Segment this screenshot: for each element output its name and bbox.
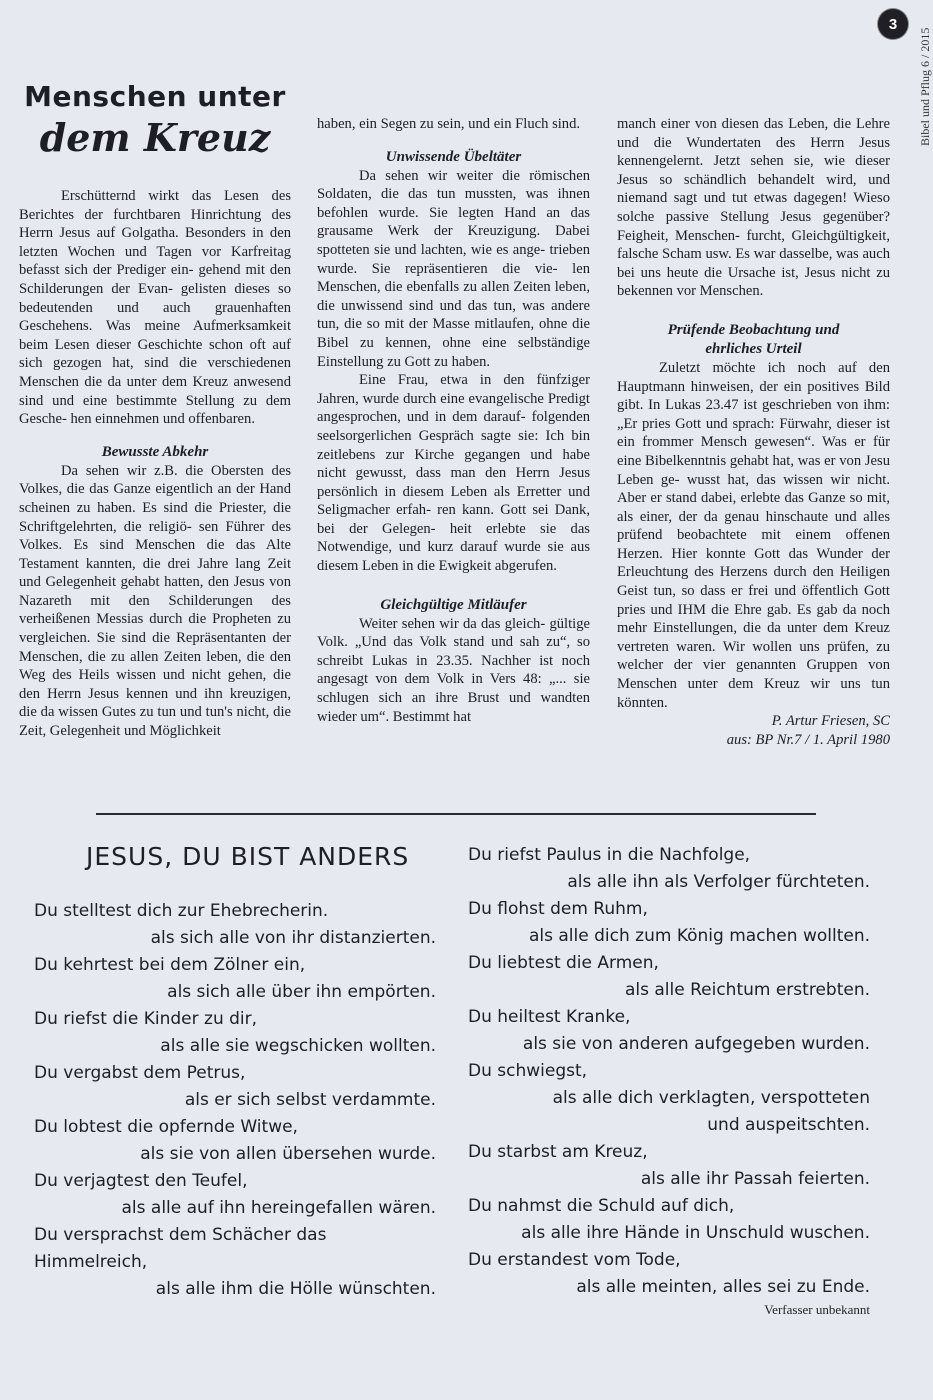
article-paragraph: Eine Frau, etwa in den fünfziger Jahren, wurde durch eine evangelische Predigt angesprochen, und in dem darauf- folgenden seelsorgerlichen Gespräch sagte sie: Ich bin zeitlebens zur Kirche gegangen und habe nicht gewusst, dass man den Herrn Jesus persönlich in diesem Leben als Erretter und Seligmacher erfah- ren kann. Gott sei Dank, bei der Gelegen- heit erlebte sie das Notwendige, und kurz darauf wurde sie aus diesem Leben in die Ewigkeit abgerufen. [317, 372, 590, 575]
poem-line: Du riefst die Kinder zu dir, [34, 1009, 258, 1029]
publication-side-label: Bibel und Pflug 6 / 2015 [918, 27, 932, 146]
poem-left-column [34, 898, 436, 1303]
section-heading-line2: ehrliches Urteil [705, 340, 802, 357]
article-intro-paragraph: Erschütternd wirkt das Lesen des Berichtes der furchtbaren Hinrichtung des Herrn Jesus auf Golgatha. Besonders in den letzten Wochen und Tagen vor Karfreitag befasst sich der Prediger ein- gehend mit den Schilderungen der Evan- gelisten dieses so bedeutenden und auch grauenhaften Geschehens. Was meine Aufmerksamkeit beim Lesen dieser Geschichte schon oft auf sich gezogen hat, sind die verschiedenen Menschen die da unter dem Kreuz anwesend sind und eine bestimmte Stellung zu dem Gesche- hen einnehmen und offenbaren. [19, 188, 291, 428]
poem-line: als alle ihm die Hölle wünschten. [155, 1279, 436, 1299]
section-heading: Bewusste Abkehr [101, 443, 209, 460]
article-paragraph: Da sehen wir z.B. die Obersten des Volkes, die das Ganze eigentlich an der Hand scheinen zu haben. Es sind die Priester, die Schriftgelehrten, die religiö- sen Führer des Volkes. Es sind Menschen die das Alte Testament kannten, die drei Jahre lang Zeit und Gelegenheit gehabt hatten, den Jesus von Nazareth mit den Schilderungen des verheißenen Messias durch die Propheten zu vergleichen. Sie sind die Repräsentanten der Menschen, die zu allen Zeiten leben, die den Weg des Heils wissen und nicht gehen, die den Herrn Jesus kennen und ihn kreuzigen, die da wissen Gutes zu tun und tun's nicht, die Zeit, Gelegenheit und Möglichkeit [19, 462, 291, 740]
poem-line: Du schwiegst, [468, 1061, 588, 1081]
article-paragraph: manch einer von diesen das Leben, die Lehre und die Wundertaten des Herrn Jesus kennengelernt. Jetzt sehen sie, wie dieser Jesus so schändlich behandelt wird, und niemand sagt und tut etwas dagegen! Wieso solche passive Stellung Jesus gegenüber? Feigheit, Menschen- furcht, Gleichgültigkeit, falsche Scham usw. Es war dasselbe, was auch bei uns heute die Ursache ist, Jesus nicht zu bekennen vor Menschen. [617, 116, 890, 300]
poem-line: als alle ihr Passah feierten. [640, 1169, 870, 1189]
article-paragraph: Da sehen wir weiter die römischen Soldaten, die das tun mussten, was ihnen befohlen wurde. Sie legten Hand an das grausame Werk der Kreuzigung. Dabei spotteten sie und lachten, wie es ange- trieben wurde. Sie repräsentieren die vie- len Menschen, die ebenfalls zu allen Zeiten leben, die unwissend sind und das tun, was andere tun, die so mit der Masse mitlaufen, ohne die Bibel zu kennen, ohne eine selbständige Einstellung zu Gott zu haben. [317, 167, 590, 370]
poem-line: als sie von allen übersehen wurde. [140, 1144, 436, 1164]
article-title-line1: Menschen unter [24, 80, 286, 113]
poem-line: als alle Reichtum erstrebten. [624, 980, 870, 1000]
poem-line: als alle ihn als Verfolger fürchteten. [567, 872, 870, 892]
poem-line: Du stelltest dich zur Ehebrecherin. [34, 901, 329, 921]
poem-line: als alle sie wegschicken wollten. [160, 1036, 436, 1056]
poem-right-column [468, 842, 870, 1301]
poem-line: Du lobtest die opfernde Witwe, [34, 1117, 298, 1137]
article-source: aus: BP Nr.7 / 1. April 1980 [726, 731, 890, 748]
poem-line: Du liebtest die Armen, [468, 953, 659, 973]
poem-line: und auspeitschten. [707, 1115, 870, 1135]
section-heading: Gleichgültige Mitläufer [380, 596, 527, 613]
section-divider [96, 813, 816, 815]
poem-line: Du verjagtest den Teufel, [34, 1171, 248, 1191]
section-heading: Unwissende Übeltäter [385, 148, 522, 165]
article-column-2 [317, 115, 590, 726]
poem-line: als alle meinten, alles sei zu Ende. [576, 1277, 870, 1297]
page-number-badge: 3 [878, 9, 908, 39]
article-title-line2: dem Kreuz [39, 115, 271, 160]
poem-line: Du riefst Paulus in die Nachfolge, [468, 845, 751, 865]
poem-line: Himmelreich, [34, 1252, 148, 1272]
article-paragraph: haben, ein Segen zu sein, und ein Fluch sind. [317, 116, 581, 132]
article-paragraph: Weiter sehen wir da das gleich- gültige Volk. „Und das Volk stand und sah zu“, so schreibt Lukas in 23.35. Nachher ist noch angesagt von dem Volk in Vers 48: „... sie schlugen sich an ihre Brust und wandten wieder um“. Bestimmt hat [317, 615, 590, 725]
section-heading [617, 321, 890, 359]
article-signature: P. Artur Friesen, SC [771, 713, 890, 730]
poem-title: JESUS, DU BIST ANDERS [86, 842, 410, 871]
article-column-3 [617, 115, 890, 749]
poem-author: Verfasser unbekannt [764, 1302, 870, 1317]
poem-line: als er sich selbst verdammte. [184, 1090, 436, 1110]
article-column-1 [19, 187, 291, 741]
poem-line: Du nahmst die Schuld auf dich, [468, 1196, 735, 1216]
poem-line: Du versprachst dem Schächer das [34, 1225, 327, 1245]
poem-line: Du heiltest Kranke, [468, 1007, 631, 1027]
article-paragraph: Zuletzt möchte ich noch auf den Hauptmann hinweisen, der ein positives Bild gibt. In Lukas 23.47 ist geschrieben von ihm: „Er pries Gott und sprach: Fürwahr, dieser ist ein frommer Mensch gewesen“. Was er für eine Bibelkenntnis gehabt hat, was er von Jesu Leben ge- wusst hat, das wissen wir nicht. Aber er stand dabei, erlebte das Ganze so mit, als einer, der da genau hinschaute und alles prüfend beobachtete mit einem offenen Herzen. Hier konnte Gott das Wunder der Erleuchtung des Herzens durch den Heiligen Geist tun, so dass er frei und öffentlich Gott pries und IHM die Ehre gab. Es gab da noch mehr Einstellungen, die da unter dem Kreuz vertreten waren. Wir wollen uns prüfen, zu welcher der vier genannten Gruppen von Menschen unter dem Kreuz wir uns tun könnten. [617, 359, 890, 711]
poem-line: Du flohst dem Ruhm, [468, 899, 648, 919]
poem-line: als sie von anderen aufgegeben wurden. [522, 1034, 870, 1054]
article-title [20, 80, 290, 160]
poem-line: Du vergabst dem Petrus, [34, 1063, 246, 1083]
poem-line: Du erstandest vom Tode, [468, 1250, 681, 1270]
poem-line: als sich alle über ihn empörten. [167, 982, 436, 1002]
poem-line: als alle ihre Hände in Unschuld wuschen. [521, 1223, 870, 1243]
poem-line: als alle dich zum König machen wollten. [528, 926, 870, 946]
poem-line: als alle dich verklagten, verspotteten [552, 1088, 870, 1108]
section-heading-line1: Prüfende Beobachtung und [667, 321, 840, 338]
poem-line: Du starbst am Kreuz, [468, 1142, 648, 1162]
poem-line: Du kehrtest bei dem Zölner ein, [34, 955, 306, 975]
poem-line: als sich alle von ihr distanzierten. [150, 928, 436, 948]
poem-line: als alle auf ihn hereingefallen wären. [121, 1198, 436, 1218]
